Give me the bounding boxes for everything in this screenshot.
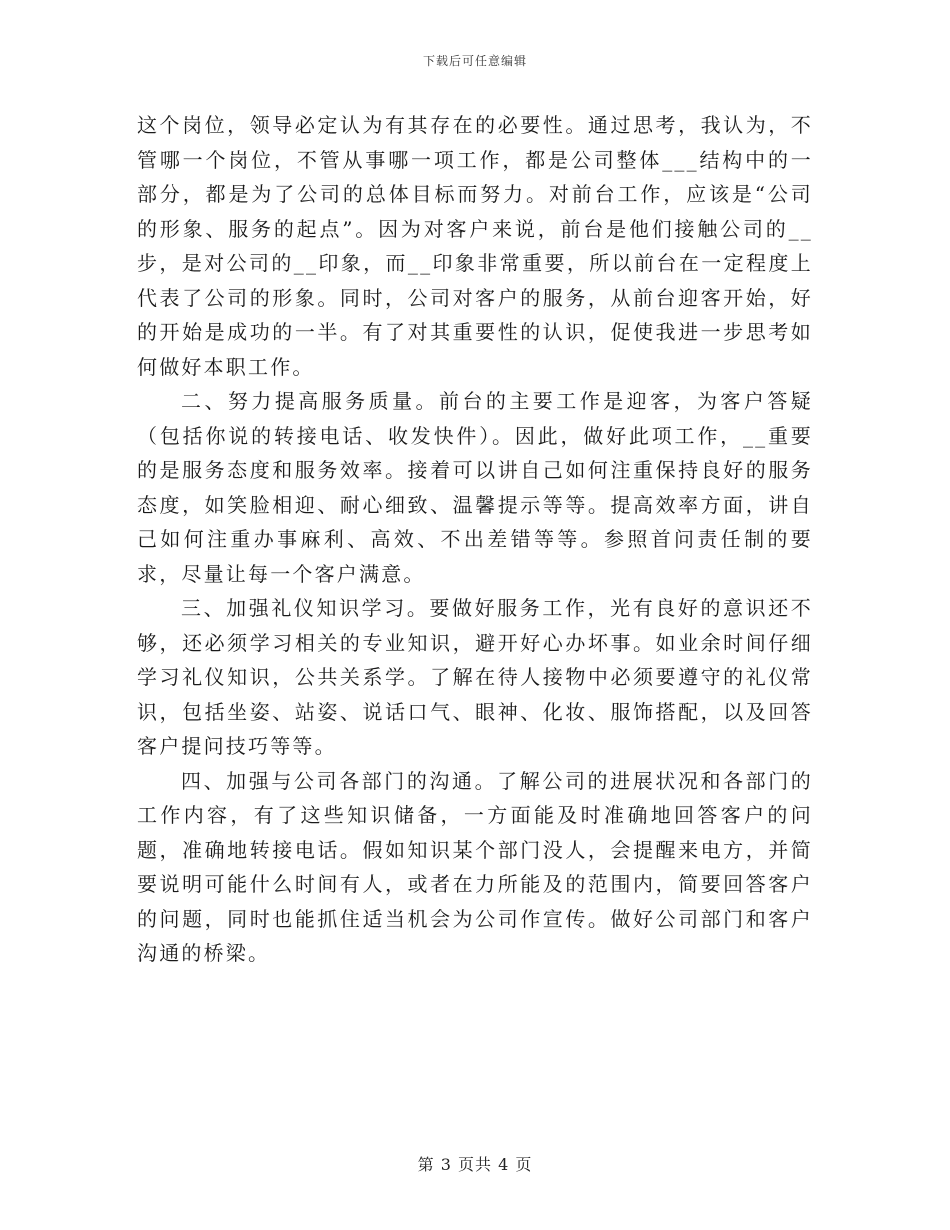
paragraph-4: 四、加强与公司各部门的沟通。了解公司的进展状况和各部门的工作内容，有了这些知识储备，一方面能及时准确地回答客户的问题，准确地转接电话。假如知识某个部门没人，会提醒来电方，并简要说明可能什么时间有人，或者在力所能及的范围内，简要回答客户的问题，同时也能抓住适当机会为公司作宣传。做好公司部门和客户沟通的桥梁。 [137, 768, 813, 965]
page-footer: 第 3 页共 4 页 [417, 1155, 533, 1174]
paragraph-2: 二、努力提高服务质量。前台的主要工作是迎客，为客户答疑（包括你说的转接电话、收发快件）。因此，做好此项工作，__重要的是服务态度和服务效率。接着可以讲自己如何注重保持良好的服务态度，如笑脸相迎、耐心细致、温馨提示等等。提高效率方面，讲自己如何注重办事麻利、高效、不出差错等等。参照首问责任制的要求，尽量让每一个客户满意。 [137, 389, 813, 586]
paragraph-3: 三、加强礼仪知识学习。要做好服务工作，光有良好的意识还不够，还必须学习相关的专业知识，避开好心办坏事。如业余时间仔细学习礼仪知识，公共关系学。了解在待人接物中必须要遵守的礼仪常识，包括坐姿、站姿、说话口气、眼神、化妆、服饰搭配，以及回答客户提问技巧等等。 [137, 596, 813, 758]
paragraph-1: 这个岗位，领导必定认为有其存在的必要性。通过思考，我认为，不管哪一个岗位，不管从事哪一项工作，都是公司整体___结构中的一部分，都是为了公司的总体目标而努力。对前台工作，应该是“公司的形象、服务的起点”。因为对客户来说，前台是他们接触公司的__步，是对公司的__印象，而__印象非常重要，所以前台在一定程度上代表了公司的形象。同时，公司对客户的服务，从前台迎客开始，好的开始是成功的一半。有了对其重要性的认识，促使我进一步思考如何做好本职工作。 [137, 113, 813, 379]
document-body [137, 108, 813, 971]
page-header: 下载后可任意编辑 [422, 54, 527, 68]
